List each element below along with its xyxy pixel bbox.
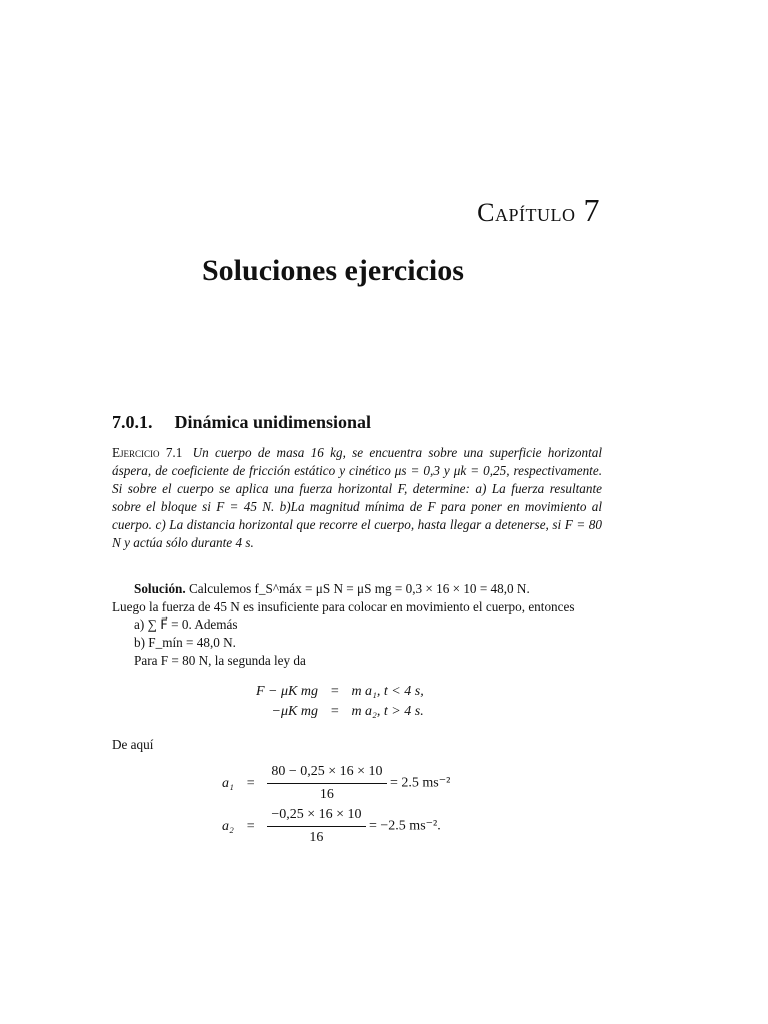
section-title: Dinámica unidimensional [174, 412, 372, 432]
a1-result: = 2.5 ms⁻² [390, 775, 451, 791]
section-heading [112, 412, 371, 433]
equation-row [216, 762, 456, 805]
exercise-statement [112, 444, 602, 552]
exercise-text: Un cuerpo de masa 16 kg, se encuentra sobre una superficie horizontal áspera, de coeficiente de fricción estático y cinético μs = 0,3 y μk = 0,25, respectivamente. Si sobre el cuerpo se aplica una fuerza horizontal F, determine: a) La fuerza resultante sobre el bloque si F = 45 N. b)La magnitud mínima de F para poner en movimiento al cuerpo. c) La distancia horizontal que recorre el cuerpo, hasta llegar a detenerse, si F = 80 N y actúa sólo durante 4 s. [112, 445, 602, 550]
a2-result: = −2.5 ms⁻². [369, 818, 441, 834]
eq1-rhs: m a₁, t < 4 s, [351, 684, 424, 699]
eq-equals: = [245, 818, 256, 834]
exercise-label: Ejercicio 7.1 [112, 445, 183, 460]
eq2-lhs: −μK mg [271, 704, 318, 719]
a2-label: a₂ [222, 818, 234, 834]
de-aqui-text: De aquí [112, 737, 154, 752]
eq-equals: = [329, 704, 340, 719]
eq2-rhs: m a₂, t > 4 s. [351, 704, 424, 719]
equation-row [250, 682, 430, 702]
a2-denominator: 16 [309, 830, 324, 845]
solution-para: Para F = 80 N, la segunda ley da [134, 653, 306, 668]
a1-numerator: 80 − 0,25 × 16 × 10 [267, 763, 386, 784]
chapter-heading [477, 192, 600, 229]
a2-fraction [267, 806, 365, 847]
a1-denominator: 16 [319, 787, 334, 802]
a1-label: a₁ [222, 775, 234, 791]
eq-equals: = [329, 684, 340, 699]
a2-numerator: −0,25 × 16 × 10 [267, 806, 365, 827]
solution-intro-line [112, 580, 602, 598]
solution-item-a: a) ∑ F⃗ = 0. Además [134, 617, 238, 632]
second-law-equations [250, 682, 602, 722]
solution-item-b: b) F_mín = 48,0 N. [134, 635, 236, 650]
solution-block [112, 580, 602, 848]
equation-row [216, 805, 456, 848]
chapter-label: Capítulo [477, 198, 576, 227]
solution-intro: Calculemos f_S^máx = μS N = μS mg = 0,3 × 16 × 10 = 48,0 N. [188, 581, 530, 596]
a1-fraction [267, 763, 386, 804]
solution-line2: Luego la fuerza de 45 N es insuficiente para colocar en movimiento el cuerpo, entonces [112, 599, 575, 614]
acceleration-equations [216, 762, 602, 848]
chapter-number: 7 [583, 192, 600, 228]
eq-equals: = [245, 775, 256, 791]
eq1-lhs: F − μK mg [256, 684, 318, 699]
solution-label: Solución. [134, 581, 186, 596]
equation-row [250, 702, 430, 722]
section-number: 7.0.1. [112, 412, 153, 432]
page-title: Soluciones ejercicios [202, 254, 464, 287]
